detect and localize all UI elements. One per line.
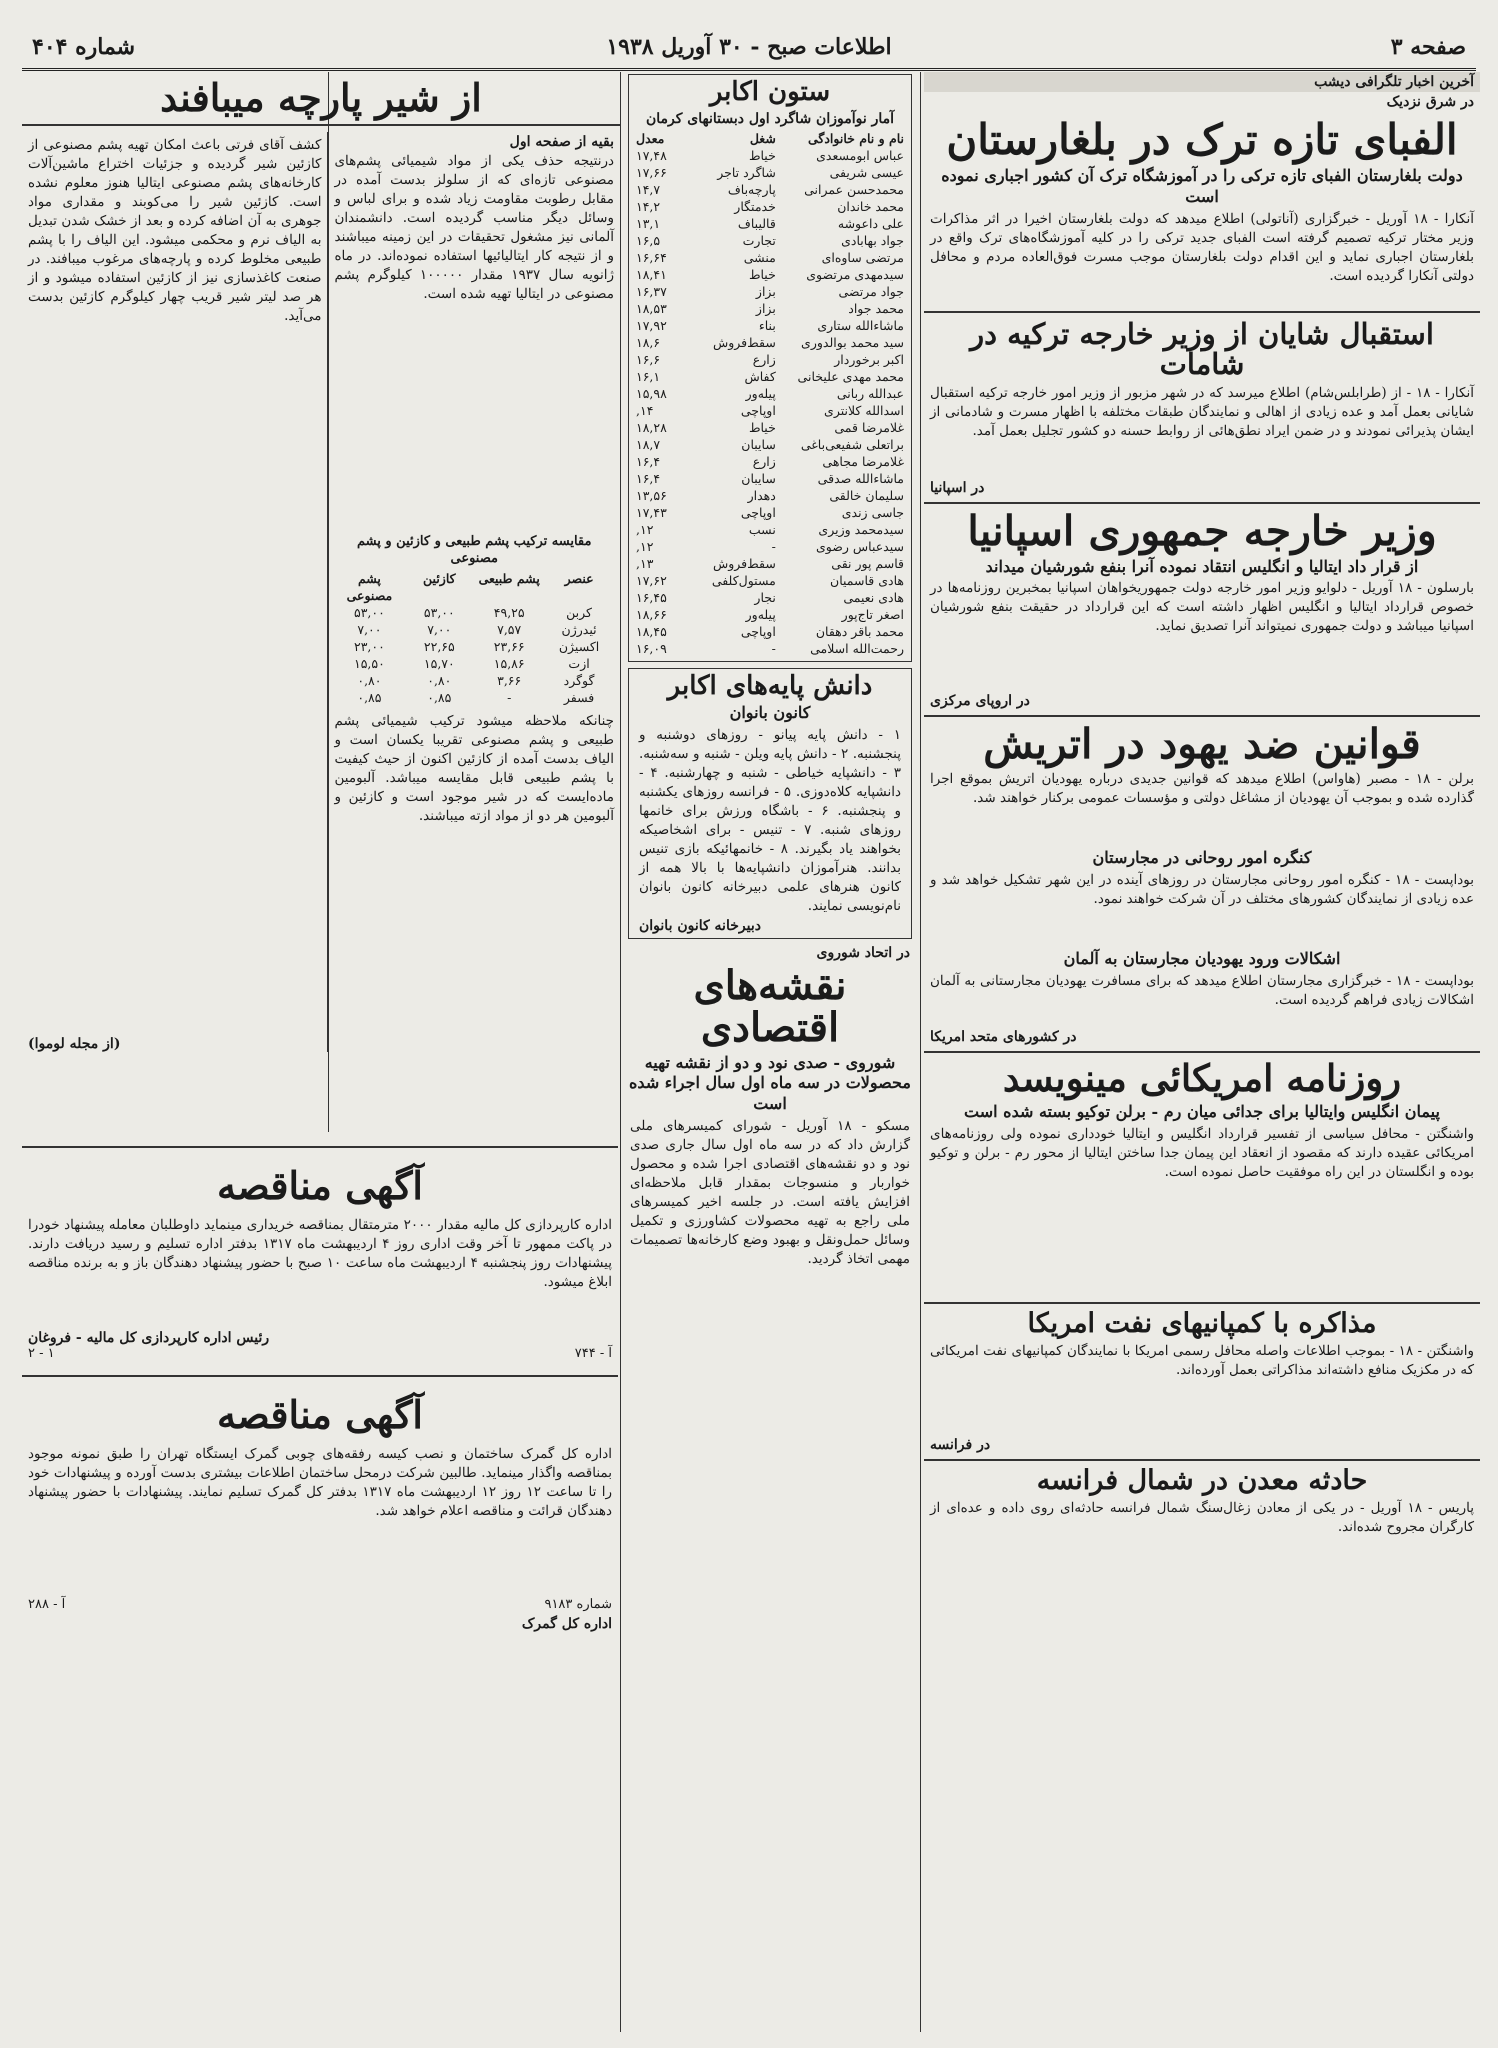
headline-milk-fabric: از شیر پارچه میبافند — [22, 78, 620, 126]
notice-body: اداره کل گمرک ساختمان و نصب کیسه رفقه‌های چوبی گمرک ایستگاه تهران را طبق نمونه موجود بمناقصه واگذار مینماید. طالبین شرکت درمحل ساختمان اطلاعات بیشتری بدست آورده و پیشنهادات خود را تا ساعت ۱۲ روز ۱۲ اردیبهشت ماه ۱۳۱۷ بدفتر کل گمرک تسلیم نمایند. پیشنهادات با حضور پیشنهاد دهندگان قرائت و مناقصه اعلام خواهد شد. — [28, 1445, 612, 1519]
table-cell: خیاط — [748, 148, 776, 164]
table-cell: غلامرضا مجاهی — [822, 454, 904, 470]
headline-oil-companies: مذاکره با کمپانیهای نفت امریکا — [1027, 1307, 1377, 1339]
table-cell: سایبان — [741, 437, 776, 453]
comparison-cell: ۰,۸۰ — [357, 672, 382, 688]
section-kicker: در اروپای مرکزی — [930, 693, 1030, 710]
table-row — [633, 521, 907, 538]
middle-column — [624, 72, 916, 2032]
table-cell: ۱۴,۲ — [636, 199, 661, 215]
table-cell: تجارت — [742, 233, 776, 249]
table-row — [633, 351, 907, 368]
table-cell: سقط‌فروش — [712, 335, 776, 351]
table-cell: بزاز — [755, 301, 776, 317]
table-cell: ۱۳, — [636, 556, 654, 572]
table-header: معدل — [636, 131, 665, 147]
section-title: ستون اکابر — [709, 77, 831, 107]
table-cell: ۱۷,۹۲ — [636, 318, 667, 334]
table-cell: - — [771, 539, 776, 555]
table-cell: پیله‌ور — [745, 386, 776, 402]
table-cell: سلیمان خالقی — [829, 488, 904, 504]
table-cell: ۱۴,۷ — [636, 182, 661, 198]
table-row — [633, 368, 907, 385]
women-center-box — [628, 668, 912, 938]
signature: دبیرخانه کانون بانوان — [639, 917, 761, 934]
table-cell: بناء — [758, 318, 776, 334]
table-row — [633, 300, 907, 317]
table-cell: براتعلی شفیعی‌باغی — [800, 437, 904, 453]
table-cell: اوپاچی — [740, 403, 776, 419]
table-row — [633, 470, 907, 487]
table-cell: سیدعباس رضوی — [816, 539, 904, 555]
article-body: چنانکه ملاحظه میشود ترکیب شیمیائی پشم طبیعی و پشم مصنوعی تقریبا یکسان است و الیاف بدست آمده از کازئین اکنون از حیث کیفیت با پشم طبیعی قابل مقایسه میباشد. آلبومین ماده‌ایست که در شیر موجود است و کازئین و آلبومین هر دو از مواد ازته میباشند. — [334, 712, 614, 824]
table-cell: ۱۶,۶ — [636, 352, 661, 368]
table-cell: ۱۶,۱ — [636, 369, 661, 385]
table-cell: ۱۷,۶۲ — [636, 573, 667, 589]
table-cell: محمد جواد — [848, 301, 904, 317]
notice-number: شماره ۹۱۸۳ — [544, 1596, 612, 1612]
table-caption: آمار نوآموزان شاگرد اول دبستانهای کرمان — [645, 111, 895, 128]
table-cell: پیله‌ور — [745, 607, 776, 623]
table-cell: قالیباف — [737, 216, 776, 232]
table-cell: زارع — [752, 352, 776, 368]
article-body: بارسلون - ۱۸ آوریل - دلوایو وزیر امور خارجه دولت جمهوریخواهان اسپانیا بمخبرین روزنامه‌ها در خصوص قرارداد ایتالیا و انگلیس اظهار داشته است که این قرارداد در حقیقت بنفع شورشیان اسپانیا میباشد و دولت جمهوری نمیتواند آنرا تصدیق نماید. — [930, 580, 1474, 635]
table-cell: ۱۳,۱ — [636, 216, 661, 232]
table-cell: سیدمحمد وزیری — [818, 522, 904, 538]
article-body: برلن - ۱۸ - مصبر (هاواس) اطلاع میدهد که قوانین جدیدی درباره یهودیان اتریش بموقع اجرا گذارده شده و بموجب آن یهودیان از مشاغل دولتی و مؤسسات عمومی برکنار خواهند شد. — [930, 771, 1474, 807]
table-cell: سایبان — [741, 471, 776, 487]
table-row — [633, 385, 907, 402]
table-row — [633, 334, 907, 351]
table-cell: ۱۸,۴۱ — [636, 267, 667, 283]
table-row — [633, 283, 907, 300]
table-cell: ۱۷,۴۳ — [636, 505, 667, 521]
comparison-cell: ازت — [568, 655, 590, 671]
comparison-cell: گوگرد — [563, 672, 595, 688]
table-cell: ۱۷,۴۸ — [636, 148, 667, 164]
article-body: بوداپست - ۱۸ - خبرگزاری مجارستان اطلاع میدهد که برای مسافرت یهودیان مجارستانی به آلمان اشکالات زیادی فراهم گردیده است. — [930, 973, 1474, 1009]
table-row — [633, 487, 907, 504]
subhead: شوروی - صدی نود و دو از نقشه تهیه محصولات در سه ماه اول سال اجراء شده است — [629, 1052, 911, 1114]
table-row — [633, 164, 907, 181]
article-body: واشنگتن - ۱۸ - بموجب اطلاعات واصله محافل رسمی امریکا با نمایندگان کمپانیهای نفت امریکائی که در مکزیک منافع داشته‌اند مذاکراتی بعمل آورده‌اند. — [930, 1343, 1474, 1379]
left-column — [22, 72, 620, 1132]
table-cell: ۱۳,۵۶ — [636, 488, 667, 504]
comparison-cell: فسفر — [563, 689, 595, 705]
table-cell: محمد باقر دهقان — [815, 624, 904, 640]
table-cell: ۱۸,۶۶ — [636, 607, 667, 623]
table-cell: عیسی شریفی — [829, 165, 904, 181]
table-row — [633, 589, 907, 606]
table-cell: ۱۴, — [636, 403, 654, 419]
comparison-table — [328, 570, 620, 706]
table-cell: ۱۶,۴ — [636, 471, 661, 487]
table-cell: پارچه‌باف — [727, 182, 776, 198]
table-cell: قاسم پور نقی — [831, 556, 904, 572]
table-cell: محمدحسن عمرانی — [804, 182, 904, 198]
issue-date: اطلاعات صبح - ۳۰ آوریل ۱۹۳۸ — [606, 34, 892, 60]
table-cell: ۱۷,۶۶ — [636, 165, 667, 181]
section-kicker: در اسپانیا — [930, 479, 985, 496]
table-row — [633, 606, 907, 623]
article-body: ۱ - دانش پایه پیانو - روزهای دوشنبه و پنجشنبه. ۲ - دانش پایه ویلن - شنبه و سه‌شنبه. ۳ - دانشپایه خیاطی - شنبه و چهارشنبه. ۴ - دانشپایه کلاه‌دوزی. ۵ - فرانسه روزهای یکشنبه و پنجشنبه. ۶ - باشگاه ورزش برای خانمها روزهای شنبه. ۷ - تنیس - برای اشخاصیکه بخواهند یاد بگیرند. ۸ - خانمهائیکه بازی تنیس بدانند. هنرآموزان دانشپایه‌ها با بالا همه از کانون هنرهای علمی دبیرخانه کانون بانوان نام‌نویسی نمایند. — [639, 726, 902, 914]
article-body: بوداپست - ۱۸ - کنگره امور روحانی مجارستان در روزهای آینده در این شهر تشکیل خواهد شد و عده زیادی از نمایندگان کشورهای مختلف در آن شرکت خواهند نمود. — [930, 872, 1474, 908]
table-cell: مستول‌کلفی — [711, 573, 776, 589]
table-cell: ۱۲, — [636, 522, 654, 538]
notice-signature: اداره کل گمرک — [521, 1615, 612, 1632]
table-cell: کفاش — [744, 369, 776, 385]
table-cell: جاسی زندی — [841, 505, 904, 521]
comparison-caption: مقایسه ترکیب پشم طبیعی و کازئین و پشم مصنوعی — [356, 533, 592, 566]
continuation-label: بقیه از صفحه اول — [509, 133, 614, 150]
table-row — [633, 232, 907, 249]
table-cell: نسب — [748, 522, 776, 538]
table-row — [633, 402, 907, 419]
column-rule — [620, 72, 621, 2032]
comparison-cell: ۷,۵۷ — [497, 621, 522, 637]
comparison-cell: کازئین — [423, 570, 456, 586]
section-kicker: در شرق نزدیک — [1386, 94, 1474, 110]
right-column — [924, 72, 1480, 2032]
notice-signature: رئیس اداره کارپردازی کل مالیه - فروغان — [28, 1329, 270, 1346]
section-kicker: در اتحاد شوروی — [816, 944, 910, 961]
table-row — [633, 147, 907, 164]
comparison-cell: ۲۲,۶۵ — [423, 638, 455, 654]
article-body: درنتیجه حذف یکی از مواد شیمیائی پشم‌های مصنوعی تازه‌ای که از سلولز بدست آمده در مقابل رطوبت مقاومت زیاد شده و برای لباس و وسائل دیگر مناسب گردیده است. دانشمندان آلمانی نیز مشغول تحقیقات در این زمینه میباشند و از نتیجه کار ایتالیائیها استفاده نموده‌اند. در ماه ژانویه سال ۱۹۳۷ مقدار ۱۰۰۰۰۰ کیلوگرم پشم مصنوعی در ایتالیا تهیه شده است. — [334, 152, 614, 302]
table-cell: ۱۵,۹۸ — [636, 386, 667, 402]
article-body: پاریس - ۱۸ آوریل - در یکی از معادن زغال‌سنگ شمال فرانسه حادثه‌ای روی داده و عده‌ای از کارگران مجروح شده‌اند. — [930, 1500, 1474, 1536]
table-cell: رحمت‌الله اسلامی — [810, 641, 904, 657]
table-cell: جواد بهابادی — [841, 233, 904, 249]
table-row — [633, 317, 907, 334]
table-cell: دهدار — [747, 488, 776, 504]
table-cell: هادی قاسمیان — [830, 573, 904, 589]
comparison-cell: ۰,۸۵ — [427, 689, 452, 705]
table-cell: مرتضی ساوه‌ای — [821, 250, 904, 266]
table-cell: ماشاءالله صدقی — [817, 471, 904, 487]
article-source: (از مجله لوموا) — [28, 1035, 121, 1052]
comparison-cell: ئیدرژن — [561, 621, 597, 637]
comparison-cell: پشم طبیعی — [478, 570, 540, 586]
table-row — [633, 266, 907, 283]
table-cell: علی داعوشه — [837, 216, 904, 232]
notice-body: اداره کارپردازی کل مالیه مقدار ۲۰۰۰ مترمتقال بمناقصه خریداری مینماید داوطلبان معامله پیشنهاد خودرا در پاکت ممهور تا آخر وقت اداری روز ۴ اردیبهشت ماه ۱۳۱۷ بدفتر اداره تسلیم و رسید دریافت دارند. پیشنهادات روز پنجشنبه ۴ اردیبهشت ماه ساعت ۱۰ صبح با حضور پیشنهاد دهندگان باز و به برنده مناقصه ابلاغ میشود. — [28, 1216, 612, 1290]
comparison-cell: ۲۳,۰۰ — [354, 638, 385, 654]
headline-austria-laws: قوانین ضد یهود در اتریش — [983, 720, 1421, 769]
table-cell: - — [771, 641, 776, 657]
comparison-cell: ۱۵,۵۰ — [354, 655, 385, 671]
comparison-cell: ۱۵,۸۶ — [493, 655, 525, 671]
table-row — [633, 538, 907, 555]
comparison-cell: اکسیژن — [558, 638, 600, 654]
headline-bulgaria-alphabet: الفبای تازه ترک در بلغارستان — [946, 115, 1458, 164]
table-cell: اکبر برخوردار — [834, 352, 904, 368]
subhead: پیمان انگلیس وایتالیا برای جدائی میان رم - برلن توکیو بسته شده است — [964, 1101, 1440, 1121]
table-header: شغل — [749, 131, 776, 147]
notices-area — [22, 1140, 618, 2020]
table-cell: نجار — [754, 590, 776, 606]
table-row — [633, 453, 907, 470]
subhead: کانون بانوان — [729, 702, 811, 722]
table-cell: ۱۶,۴۵ — [636, 590, 667, 606]
table-cell: عبدالله ربانی — [836, 386, 904, 402]
table-cell: محمد خاندان — [837, 199, 904, 215]
comparison-cell: ۳,۶۶ — [497, 672, 522, 688]
table-cell: ۱۸,۶ — [636, 335, 661, 351]
table-cell: ۱۸,۴۵ — [636, 624, 667, 640]
news-strip: آخرین اخبار تلگرافی دیشب — [924, 72, 1480, 92]
column-rule — [920, 72, 921, 2032]
table-cell: اسدالله کلانتری — [824, 403, 904, 419]
table-cell: خیاط — [748, 420, 776, 436]
article-body: آنکارا - ۱۸ آوریل - خبرگزاری (آناتولی) اطلاع میدهد که دولت بلغارستان اخیرا در اثر مذاکرات وزیر مختار ترکیه تصمیم گرفته است الفبای جدید ترکی را در کلیه آموزشگاه‌های ترک واقع در بلغارستان اجباری نماید و این اقدام دولت بلغارستان موجب مسرت فوق‌العاده مردم و محافل دولتی آنکارا گردیده است. — [930, 210, 1475, 284]
subhead: اشکالات ورود یهودیان مجارستان به آلمان — [1063, 949, 1341, 969]
article-body: مسکو - ۱۸ آوریل - شورای کمیسرهای ملی گزارش داد که در سه ماه اول سال جاری صدی نود و دو نقشه‌های اقتصادی اجرا شده و محصول خواربار و منسوجات بمقدار قابل ملاحظه‌ای افزایش یافته است. در جلسه اخیر کمیسرهای ملی راجع به تهیه محصولات کشاورزی و تکمیل وسائل حمل‌ونقل و بهبود وضع کارخانه‌ها تصمیمات مهمی اتخاذ گردید. — [630, 1117, 910, 1267]
table-row — [633, 215, 907, 232]
notice-number: ۱ - ۲ — [28, 1345, 55, 1361]
table-row — [633, 623, 907, 640]
table-cell: ۱۸,۷ — [636, 437, 661, 453]
table-row — [633, 249, 907, 266]
table-row — [633, 419, 907, 436]
comparison-cell: ۰,۸۰ — [427, 672, 452, 688]
table-cell: عباس ابومسعدی — [816, 148, 904, 164]
comparison-cell: ۰,۸۵ — [357, 689, 382, 705]
notice-code: آ - ۷۴۴ — [574, 1345, 612, 1361]
table-cell: ۱۶,۵ — [636, 233, 661, 249]
table-cell: خدمتگار — [734, 199, 776, 215]
notice-title: آگهی مناقصه — [217, 1391, 423, 1437]
subhead: کنگره امور روحانی در مجارستان — [1092, 848, 1312, 868]
table-cell: ۱۲, — [636, 539, 654, 555]
masthead — [22, 14, 1476, 71]
page-number: صفحه ۳ — [1390, 34, 1466, 60]
notice-title: آگهی مناقصه — [217, 1163, 423, 1208]
table-cell: اوپاچی — [740, 505, 776, 521]
headline-turkey-minister: استقبال شایان از وزیر خارجه ترکیه در شامات — [970, 316, 1434, 382]
table-cell: جواد مرتضی — [838, 284, 904, 300]
headline-mine-accident: حادثه معدن در شمال فرانسه — [1036, 1465, 1368, 1497]
table-cell: سقط‌فروش — [712, 556, 776, 572]
table-row — [633, 640, 907, 657]
table-row — [633, 572, 907, 589]
table-cell: ماشاءالله ستاری — [817, 318, 904, 334]
comparison-cell: ۴۹,۲۵ — [493, 604, 525, 620]
table-cell: سیدمهدی مرتضوی — [806, 267, 904, 283]
table-cell: شاگرد تاجر — [717, 165, 776, 181]
subhead: از قرار داد ایتالیا و انگلیس انتقاد نموده آنرا بنفع شورشیان میداند — [985, 556, 1419, 576]
table-cell: ۱۶,۳۷ — [636, 284, 667, 300]
table-cell: اوپاچی — [740, 624, 776, 640]
table-row — [633, 198, 907, 215]
table-cell: ۱۶,۰۹ — [636, 641, 667, 657]
table-row — [633, 181, 907, 198]
headline-spain-minister: وزیر خارجه جمهوری اسپانیا — [967, 506, 1437, 555]
table-cell: زارع — [752, 454, 776, 470]
article-body: کشف آقای فرتی باعث امکان تهیه پشم مصنوعی از کازئین شیر گردیده و جزئیات اختراع ماشین‌آلات کارخانه‌های پشم مصنوعی ایتالیا هنوز معلوم نشده است. کازئین شیر را می‌کوبند و مقداری مواد جوهری به آن اضافه کرده و بعد از خشک شدن تبدیل به الیاف نرم و محکمی میشود. این الیاف را با پشم طبیعی مخلوط کرده و پارچه‌های مرغوب میبافند. در صنعت کاغذسازی نیز از کازئین استفاده میشود و از هر صد لیتر شیر قریب چهار کیلوگرم کازئین بدست می‌آید. — [28, 136, 322, 324]
section-kicker: در فرانسه — [930, 1437, 991, 1454]
comparison-cell: ۲۳,۶۶ — [493, 638, 525, 654]
table-cell: منشی — [743, 250, 776, 266]
table-row — [633, 555, 907, 572]
headline-american-newspaper: روزنامه امریکائی مینویسد — [1002, 1056, 1402, 1101]
comparison-cell: ۵۳,۰۰ — [423, 604, 455, 620]
table-cell: ۱۸,۵۳ — [636, 301, 667, 317]
comparison-cell: ۷,۰۰ — [357, 621, 382, 637]
subhead: دولت بلغارستان الفبای تازه ترکی را در آموزشگاه ترک آن کشور اجباری نموده است — [941, 166, 1463, 206]
article-body: آنکارا - ۱۸ - از (طرابلس‌شام) اطلاع میرسد که در شهر مزبور از وزیر امور خارجه ترکیه استقبال شایانی بعمل آمد و عده زیادی از اهالی و نمایندگان طبقات مختلفه با اظهار مسرت و شادمانی از ایشان پذیرائی نمودند و در ضمن ایراد نطق‌هائی از روابط حسنه دو کشور تجلیل بعمل آمد. — [930, 384, 1474, 439]
comparison-cell: ۱۵,۷۰ — [423, 655, 455, 671]
students-table — [633, 130, 907, 657]
adult-education-box — [628, 74, 912, 662]
headline-economic-plans: نقشه‌های اقتصادی — [693, 961, 847, 1051]
table-row — [633, 436, 907, 453]
table-header: نام و نام خانوادگی — [807, 131, 904, 147]
article-body: واشنگتن - محافل سیاسی از تفسیر قرارداد انگلیس و ایتالیا خودداری نموده ولی روزنامه‌های امریکائی عقیده دارند که مقصود از انعقاد این پیمان جدا ساختن ایتالیا از محور رم - برلن و توکیو بوده و انگلستان در این راه موفقیت حاصل نموده است. — [930, 1125, 1474, 1180]
comparison-cell: پشم مصنوعی — [346, 570, 393, 603]
table-cell: ۱۸,۲۸ — [636, 420, 667, 436]
comparison-cell: - — [507, 689, 512, 705]
table-cell: سید محمد بوالدوری — [801, 335, 904, 351]
comparison-cell: عنصر — [564, 570, 594, 586]
table-cell: ۱۶,۶۴ — [636, 250, 667, 266]
comparison-cell: ۵۳,۰۰ — [354, 604, 385, 620]
table-cell: هادی نعیمی — [843, 590, 904, 606]
table-row — [633, 504, 907, 521]
table-cell: اصغر تاج‌پور — [841, 607, 904, 623]
issue-number: شماره ۴۰۴ — [32, 34, 136, 60]
table-cell: خیاط — [748, 267, 776, 283]
comparison-cell: کربن — [566, 604, 592, 620]
table-cell: محمد مهدی علیخانی — [797, 369, 904, 385]
comparison-cell: ۷,۰۰ — [427, 621, 452, 637]
table-cell: بزاز — [755, 284, 776, 300]
table-cell: ۱۶,۴ — [636, 454, 661, 470]
section-kicker: در کشورهای متحد امریکا — [930, 1029, 1077, 1046]
section-title: دانش پایه‌های اکابر — [667, 671, 873, 702]
table-cell: غلامرضا قمی — [834, 420, 904, 436]
notice-code: آ - ۲۸۸ — [28, 1596, 66, 1612]
